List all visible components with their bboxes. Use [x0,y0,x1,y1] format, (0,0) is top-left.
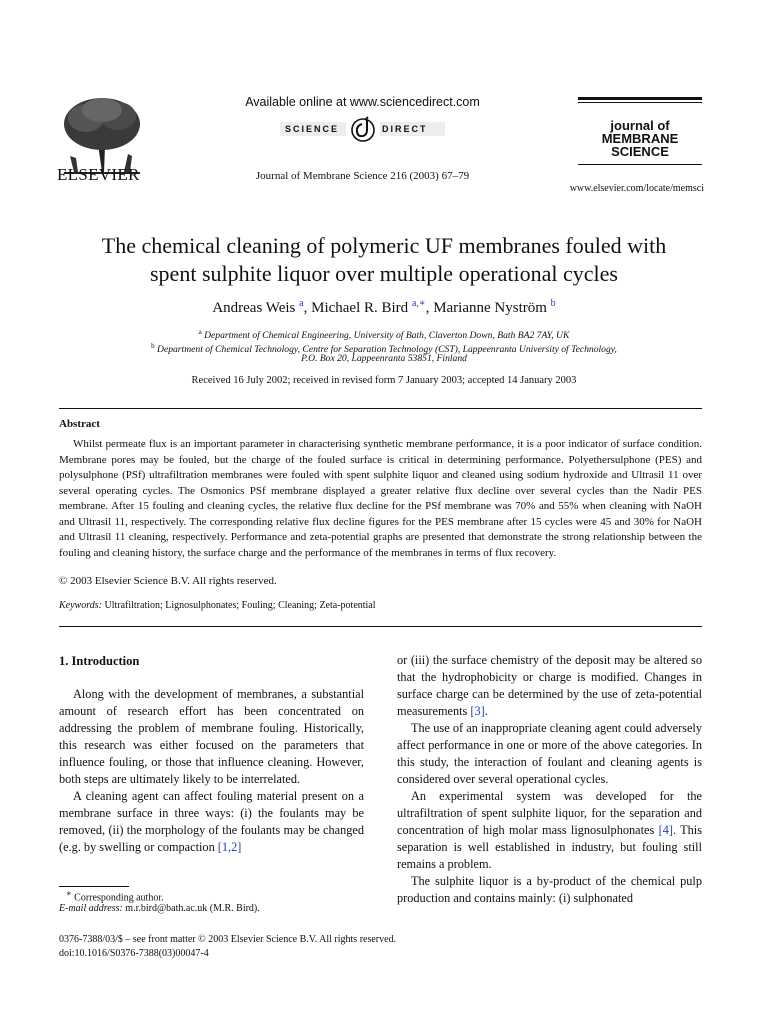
sciencedirect-d-logo-icon [348,114,378,144]
article-title [40,232,728,288]
front-matter-line: 0376-7388/03/$ – see front matter © 2003 Elsevier Science B.V. All rights reserved. [59,934,397,945]
citation-link[interactable]: [1,2] [217,840,242,854]
keywords-list: Ultrafiltration; Lignosulphonates; Fouling; Cleaning; Zeta-potential [104,600,376,611]
journal-name-line1: journal of [610,118,670,133]
abstract-heading: Abstract [59,418,100,430]
email-address[interactable]: m.r.bird@bath.ac.uk (M.R. Bird). [125,903,260,914]
citation-link[interactable]: [3] [470,704,485,718]
author-affiliation-link[interactable]: a,∗ [411,298,426,309]
paragraph: The sulphite liquor is a by-product of the chemical pulp production and contains mainly: (i) sulphonated [397,874,702,905]
body-right-column [397,652,702,907]
affiliation-mark: a [198,328,202,336]
keywords-line [59,600,376,611]
journal-box-top-rules [578,97,702,103]
affiliation-mark: b [151,342,155,350]
title-line-2: spent sulphite liquor over multiple operational cycles [150,261,618,286]
body-left-column [59,686,364,856]
paragraph [59,788,364,856]
paragraph: The use of an inappropriate cleaning agent could adversely affect performance in one or more of the above categories. In this study, the interaction of foulant and cleaning agents is considered over several operational cycles. [397,721,702,786]
title-line-1: The chemical cleaning of polymeric UF membranes fouled with [101,233,667,258]
journal-url[interactable]: www.elsevier.com/locate/memsci [569,183,704,194]
author-name: Andreas Weis [212,300,296,316]
paragraph [397,788,702,873]
sciencedirect-direct-word: DIRECT [382,124,428,134]
paragraph-text: . This separation is well established in industry, but fouling still remains a problem. [397,823,702,871]
author-list [40,298,728,317]
doi-line[interactable]: doi:10.1016/S0376-7388(03)00047-4 [59,948,209,959]
available-online-text: Available online at www.sciencedirect.com [245,95,480,109]
paragraph-text: An experimental system was developed for the ultrafiltration of spent sulphite liquor, for the separation and concentration of high molar mass lignosulphonates [397,789,702,837]
footnote-text: Corresponding author. [74,892,164,904]
journal-name-line3: SCIENCE [611,144,669,159]
author-name: Marianne Nyström [433,300,547,316]
keywords-label: Keywords: [59,600,102,611]
author-separator: , [303,300,312,316]
publisher-name: ELSEVIER [57,165,140,184]
affiliation-text: P.O. Box 20, Lappeenranta 53851, Finland [301,353,467,364]
sciencedirect-science-word: SCIENCE [285,124,340,134]
paragraph-text: . [484,704,488,718]
abstract-top-rule [59,408,702,409]
section-heading-introduction: 1. Introduction [59,654,140,668]
journal-box-bottom-rule [578,164,702,165]
affiliation-b-continued [40,353,728,366]
paragraph-text: A cleaning agent can affect fouling material present on a membrane surface in three ways: (i) the foulants may be removed, (ii) the morphology of the foulants may be changed (e.g. by swelling or compaction [59,789,364,854]
affiliation-text: Department of Chemical Engineering, University of Bath, Claverton Down, Bath BA2 7AY, UK [204,330,570,342]
email-label: E-mail address: [59,903,123,914]
citation-link[interactable]: [4] [658,823,673,837]
author-affiliation-link[interactable]: b [550,298,556,309]
journal-name [580,119,700,158]
author-affiliation-link[interactable]: a [299,298,304,309]
footnote-email [59,903,260,914]
received-dates: Received 16 July 2002; received in revised form 7 January 2003; accepted 14 January 2003 [191,375,577,386]
abstract-copyright: © 2003 Elsevier Science B.V. All rights reserved. [59,575,277,587]
footnote-rule [59,886,129,887]
journal-citation: Journal of Membrane Science 216 (2003) 67–79 [255,170,470,182]
paragraph: Along with the development of membranes, a substantial amount of research effort has been concentrated on addressing the problem of membrane fouling. Historically, this research was either focused on the parameters that influence fouling, or those that influence cleaning. However, both steps are ultimately likely to be interrelated. [59,687,364,786]
abstract-bottom-rule [59,626,702,627]
abstract-text: Whilst permeate flux is an important parameter in characterising synthetic membrane performance, it is a poor indicator of surface condition. Membrane pores may be fouled, but the charge of the fouled surface is critical in determining performance. Polyethersulphone (PES) and polysulphone (PSf) ultrafiltration membranes were fouled with spent sulphite liquor and cleaned using sodium hydroxide and Ultrasil 11 over several operating cycles. The Osmonics PSf membrane displayed a greater relative flux decline over several cycles than the Nadir PES membrane. After 15 fouling and cleaning cycles, the relative flux decline for the PSf membrane was 70% and 55% when cleaning with NaOH and Ultrasil 11, respectively. The corresponding relative flux decline figures for the PES membrane after 15 cycles were 45 and 30% for NaOH and Ultrasil 11 cleaning, respectively. Performance and zeta-potential graphs are presented that demonstrate the strong relationship between the fouling and cleaning history, the surface charge and the performance of the membranes in terms of flux recovery. [59,438,702,559]
affiliation-text: Department of Chemical Technology, Centre for Separation Technology (CST), Lappeenranta University of Technology, [157,344,617,356]
footnote-mark: ∗ [66,889,72,898]
journal-name-line2: MEMBRANE [601,131,679,146]
paragraph-text: or (iii) the surface chemistry of the deposit may be altered so that the hydrophobicity or charge is modified. Changes in surface charge can be determined by the use of zeta-potential measurements [397,653,702,718]
paragraph [397,652,702,720]
footnote-corresponding [66,888,164,903]
author-name: Michael R. Bird [311,300,409,316]
author-separator: , [425,300,434,316]
